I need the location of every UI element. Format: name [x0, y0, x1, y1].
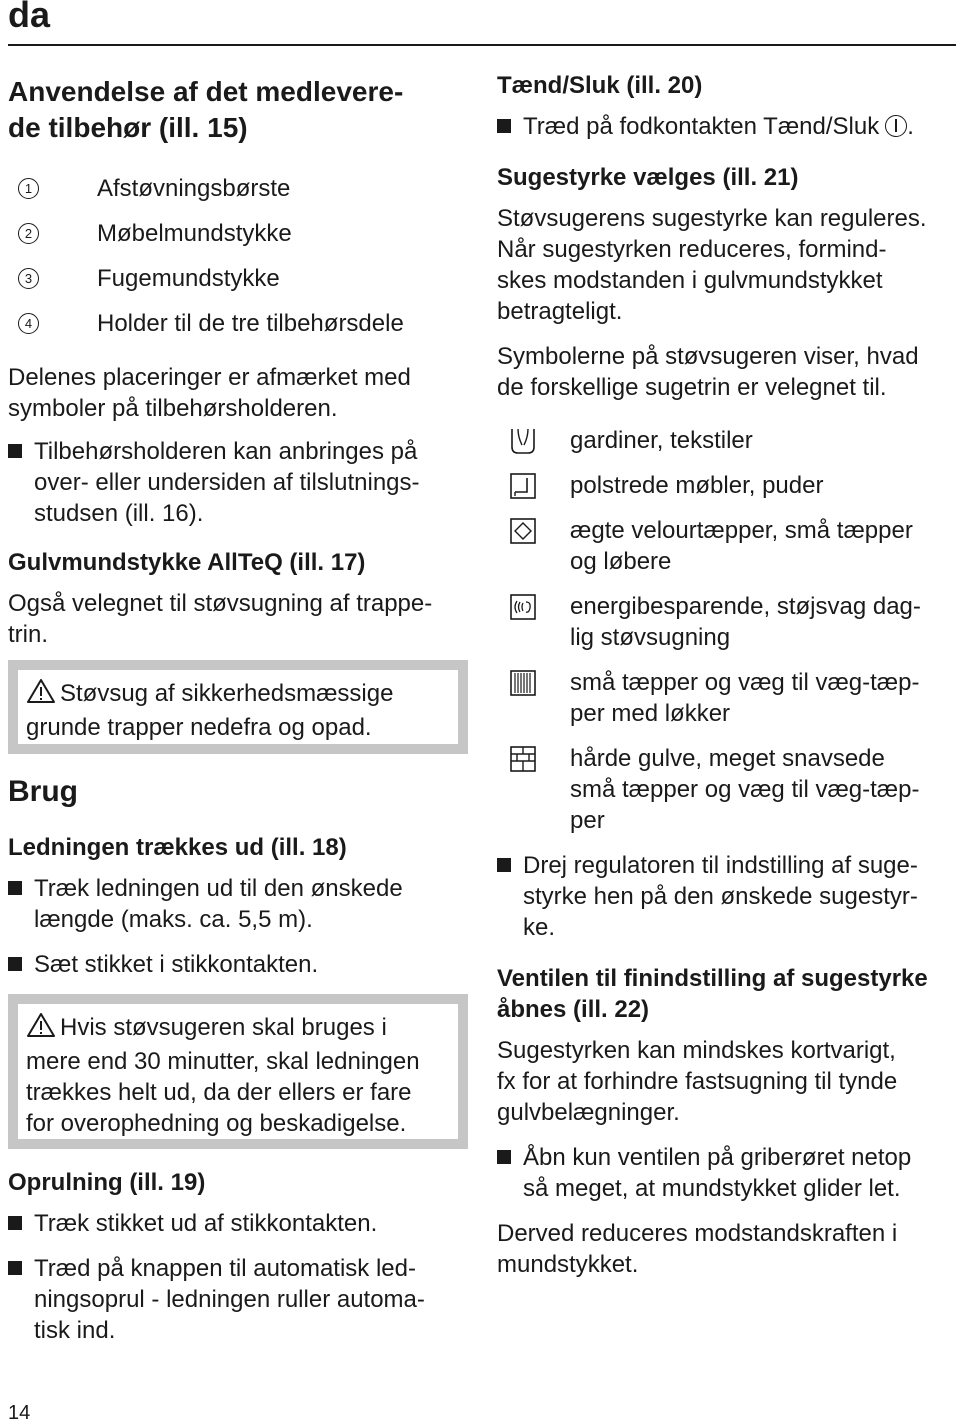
page-number: 14	[8, 1402, 31, 1424]
alltec-heading: Gulvmundstykke AllTeQ (ill. 17)	[8, 549, 366, 576]
bullet-text: over- eller undersiden af tilslutnings-	[34, 469, 420, 496]
bullet-text: Drej regulatoren til indstilling af suge-	[523, 852, 918, 879]
level-text: gardiner, tekstiler	[570, 427, 753, 454]
warning-text: mere end 30 minutter, skal ledningen	[26, 1048, 420, 1075]
hard-floor-icon	[509, 745, 537, 773]
suction-levels-list	[497, 425, 957, 836]
valve-text: gulvbelægninger.	[497, 1099, 680, 1126]
loop-rug-icon	[509, 669, 537, 697]
valve-bullet	[497, 1142, 957, 1204]
result-text: Derved reduceres modstandskraften i	[497, 1220, 898, 1247]
level-text: energibesparende, støjsvag dag-	[570, 593, 921, 620]
use-section-title: Brug	[8, 775, 78, 808]
bullet-text: Sæt stikket i stikkontakten.	[34, 951, 319, 978]
warning-text: grunde trapper nedefra og opad.	[26, 714, 372, 741]
header-rule	[8, 44, 956, 46]
alltec-text-line1: Også velegnet til støvsugning af trappe-	[8, 590, 433, 617]
valve-text: Sugestyrken kan mindskes kortvarigt,	[497, 1037, 896, 1064]
bullet-text: Træd på knappen til automatisk led-	[34, 1255, 416, 1282]
left-column	[8, 70, 468, 1346]
bullet-text: så meget, at mundstykket glider let.	[523, 1175, 901, 1202]
holder-bullet	[8, 436, 468, 529]
symbols-text: Symbolerne på støvsugeren viser, hvad	[497, 343, 919, 370]
warning-triangle-icon	[26, 1012, 56, 1046]
upholstery-icon	[509, 472, 537, 500]
number-badge: 4	[18, 313, 39, 334]
bullet-text: Træk stikket ud af stikkontakten.	[34, 1210, 378, 1237]
level-text: polstrede møbler, puder	[570, 472, 824, 499]
level-text: små tæpper og væg til væg-tæp-	[570, 776, 920, 803]
rewind-bullet-2	[8, 1253, 468, 1346]
list-item	[497, 470, 957, 501]
warning-text: Støvsug af sikkerhedsmæssige	[60, 680, 394, 707]
bullet-square-icon	[497, 858, 511, 872]
right-column	[497, 70, 957, 1280]
level-text: og løbere	[570, 548, 672, 575]
cord-heading: Ledningen trækkes ud (ill. 18)	[8, 834, 347, 861]
level-text: lig støvsugning	[570, 624, 731, 651]
list-item	[497, 515, 957, 577]
bullet-text: tisk ind.	[34, 1317, 116, 1344]
bullet-text: styrke hen på den ønskede sugestyr-	[523, 883, 918, 910]
bullet-text: længde (maks. ca. 5,5 m).	[34, 906, 313, 933]
onoff-bullet: Træd på fodkontakten Tænd/Sluk .	[497, 111, 957, 142]
level-text: hårde gulve, meget snavsede	[570, 745, 885, 772]
bullet-text: Træk ledningen ud til den ønskede	[34, 875, 403, 902]
result-text: mundstykket.	[497, 1251, 639, 1278]
language-tag: da	[8, 0, 51, 35]
warning-text: for overophedning og beskadigelse.	[26, 1110, 407, 1137]
overheat-warning-box	[8, 994, 468, 1149]
list-item	[8, 166, 468, 211]
number-badge: 1	[18, 178, 39, 199]
level-text: små tæpper og væg til væg-tæp-	[570, 669, 920, 696]
bullet-text: Træd på fodkontakten Tænd/Sluk	[523, 113, 880, 140]
eco-icon	[509, 593, 537, 621]
list-item	[497, 743, 957, 836]
list-item	[8, 211, 468, 256]
warning-text: Hvis støvsugeren skal bruges i	[60, 1014, 387, 1041]
part-label: Afstøvningsbørste	[97, 174, 291, 202]
bullet-text: Tilbehørsholderen kan anbringes på	[34, 438, 418, 465]
list-item	[497, 667, 957, 729]
part-label: Fugemundstykke	[97, 264, 280, 292]
bullet-square-icon	[8, 1216, 22, 1230]
alltec-text-line2: trin.	[8, 621, 49, 648]
parts-list	[8, 166, 468, 346]
rewind-bullet-1	[8, 1208, 468, 1239]
onoff-heading: Tænd/Sluk (ill. 20)	[497, 72, 703, 99]
bullet-square-icon	[8, 444, 22, 458]
bullet-text: Åbn kun ventilen på griberøret netop	[523, 1144, 912, 1171]
suction-text: Når sugestyrken reduceres, formind-	[497, 236, 887, 263]
accessories-title-line1: Anvendelse af det medlevere-	[8, 76, 404, 107]
list-item	[497, 425, 957, 456]
bullet-text: ke.	[523, 914, 556, 941]
symbols-text: de forskellige sugetrin er velegnet til.	[497, 374, 887, 401]
power-icon	[885, 115, 907, 137]
curtain-icon	[509, 427, 537, 455]
suction-text: betragteligt.	[497, 298, 623, 325]
stairs-warning-box	[8, 660, 468, 754]
turn-regulator-bullet	[497, 850, 957, 943]
accessories-title-line2: de tilbehør (ill. 15)	[8, 112, 248, 143]
carpet-icon	[509, 517, 537, 545]
part-label: Holder til de tre tilbehørsdele	[97, 309, 404, 337]
part-label: Møbelmundstykke	[97, 219, 292, 247]
cord-bullet-1	[8, 873, 468, 935]
bullet-square-icon	[497, 119, 511, 133]
number-badge: 3	[18, 268, 39, 289]
list-item	[8, 256, 468, 301]
bullet-text: ningsoprul - ledningen ruller automa-	[34, 1286, 425, 1313]
cord-bullet-2	[8, 949, 468, 980]
valve-heading: Ventilen til finindstilling af sugestyrke	[497, 965, 928, 992]
placement-text-line1: Delenes placeringer er afmærket med	[8, 364, 411, 391]
bullet-square-icon	[8, 1261, 22, 1275]
bullet-square-icon	[497, 1150, 511, 1164]
rewind-heading: Oprulning (ill. 19)	[8, 1169, 206, 1196]
placement-text-line2: symboler på tilbehørsholderen.	[8, 395, 338, 422]
warning-triangle-icon	[26, 678, 56, 712]
valve-heading: åbnes (ill. 22)	[497, 996, 650, 1023]
valve-text: fx for at forhindre fastsugning til tynde	[497, 1068, 898, 1095]
list-item	[8, 301, 468, 346]
bullet-square-icon	[8, 881, 22, 895]
suction-text: skes modstanden i gulvmundstykket	[497, 267, 883, 294]
list-item	[497, 591, 957, 653]
level-text: ægte velourtæpper, små tæpper	[570, 517, 913, 544]
bullet-text: studsen (ill. 16).	[34, 500, 204, 527]
level-text: per med løkker	[570, 700, 731, 727]
number-badge: 2	[18, 223, 39, 244]
bullet-square-icon	[8, 957, 22, 971]
level-text: per	[570, 807, 605, 834]
warning-text: trækkes helt ud, da der ellers er fare	[26, 1079, 412, 1106]
suction-text: Støvsugerens sugestyrke kan reguleres.	[497, 205, 927, 232]
suction-heading: Sugestyrke vælges (ill. 21)	[497, 164, 799, 191]
